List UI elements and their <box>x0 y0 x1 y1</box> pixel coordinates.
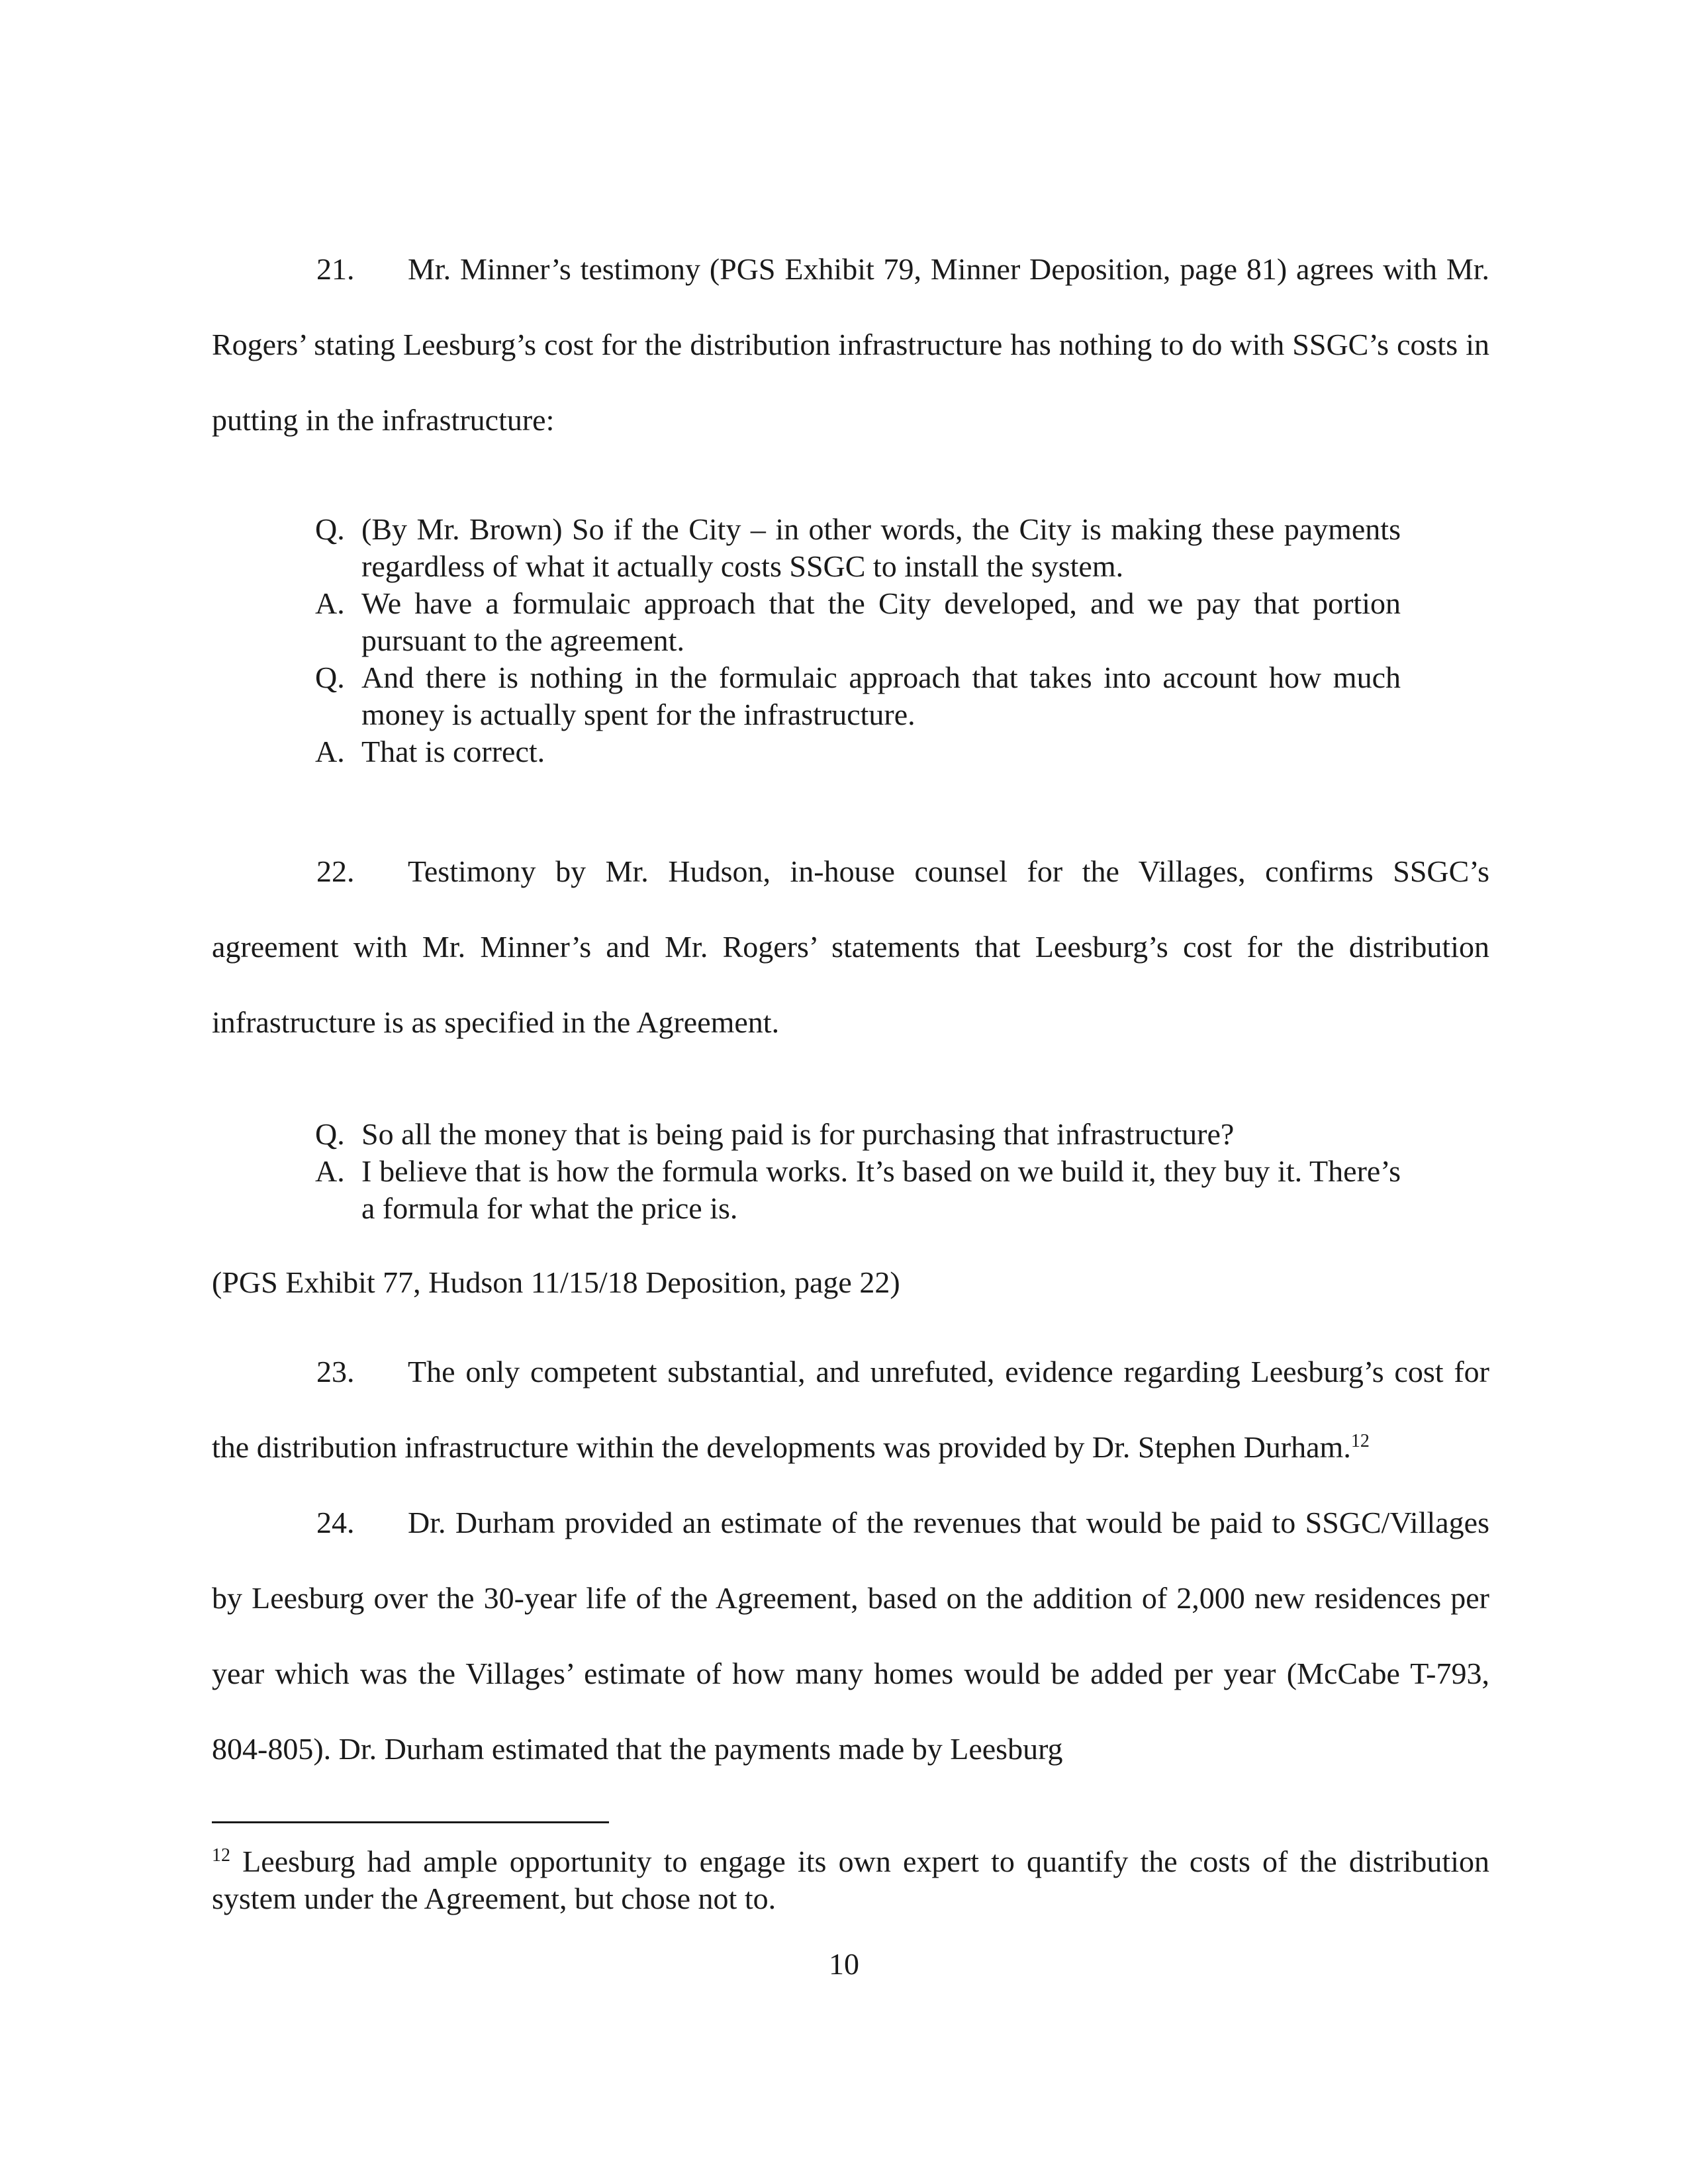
paragraph-number: 22. <box>316 854 355 888</box>
page-number: 10 <box>829 1947 859 1981</box>
qa-text: We have a formulaic approach that the City developed, and we pay that portion pursuant to the agreement. <box>361 586 1401 657</box>
qa-item <box>315 585 1401 659</box>
paragraph-text: Dr. Durham provided an estimate of the revenues that would be paid to SSGC/Villages by Leesburg over the 30-year life of the Agreement, based on the addition of 2,000 new residences per year which was the Villages’ estimate of how many homes would be added per year (McCabe T-793, 804-805). Dr. Durham estimated that the payments made by Leesburg <box>212 1506 1489 1766</box>
qa-item <box>315 659 1401 733</box>
qa-marker: A. <box>315 1154 345 1188</box>
paragraph-23 <box>212 1334 1489 1485</box>
paragraph-text: The only competent substantial, and unrefuted, evidence regarding Leesburg’s cost for the distribution infrastructure within the developments was provided by Dr. Stephen Durham. <box>212 1355 1489 1464</box>
qa-marker: Q. <box>315 660 345 694</box>
qa-item <box>315 733 1401 770</box>
testimony-excerpt-minner <box>315 511 1401 770</box>
paragraph-22 <box>212 834 1489 1060</box>
qa-text: So all the money that is being paid is for purchasing that infrastructure? <box>361 1117 1235 1151</box>
footnote-12 <box>212 1843 1489 1917</box>
qa-text: I believe that is how the formula works. It’s based on we build it, they buy it. There’s a formula for what the price is. <box>361 1154 1401 1225</box>
paragraph-24 <box>212 1485 1489 1787</box>
qa-item <box>315 511 1401 585</box>
qa-text: And there is nothing in the formulaic approach that takes into account how much money is actually spent for the infrastructure. <box>361 660 1401 731</box>
paragraph-21 <box>212 232 1489 458</box>
qa-marker: Q. <box>315 1117 345 1151</box>
paragraph-number: 21. <box>316 252 355 286</box>
qa-text: That is correct. <box>361 735 545 768</box>
qa-marker: A. <box>315 586 345 620</box>
footnote-divider <box>212 1821 609 1823</box>
paragraph-number: 23. <box>316 1355 355 1388</box>
footnote-reference: 12 <box>1350 1431 1370 1451</box>
qa-item <box>315 1116 1401 1153</box>
footnote-marker: 12 <box>212 1845 230 1866</box>
qa-marker: A. <box>315 735 345 768</box>
paragraph-number: 24. <box>316 1506 355 1539</box>
footnote-text: Leesburg had ample opportunity to engage its own expert to quantify the costs of the distribution system under the Agreement, but chose not to. <box>212 1844 1489 1915</box>
qa-marker: Q. <box>315 512 345 546</box>
testimony-excerpt-hudson <box>315 1116 1401 1227</box>
qa-text: (By Mr. Brown) So if the City – in other words, the City is making these payments regardless of what it actually costs SSGC to install the system. <box>361 512 1401 583</box>
qa-item <box>315 1153 1401 1227</box>
paragraph-text: Testimony by Mr. Hudson, in-house counsel for the Villages, confirms SSGC’s agreement with Mr. Minner’s and Mr. Rogers’ statements that Leesburg’s cost for the distribution infrastructure is as specified in the Agreement. <box>212 854 1489 1039</box>
paragraph-text: Mr. Minner’s testimony (PGS Exhibit 79, Minner Deposition, page 81) agrees with Mr. Rogers’ stating Leesburg’s cost for the distribution infrastructure has nothing to do with SSGC’s costs in putting in the infrastructure: <box>212 252 1489 437</box>
deposition-citation: (PGS Exhibit 77, Hudson 11/15/18 Deposition, page 22) <box>212 1265 900 1299</box>
